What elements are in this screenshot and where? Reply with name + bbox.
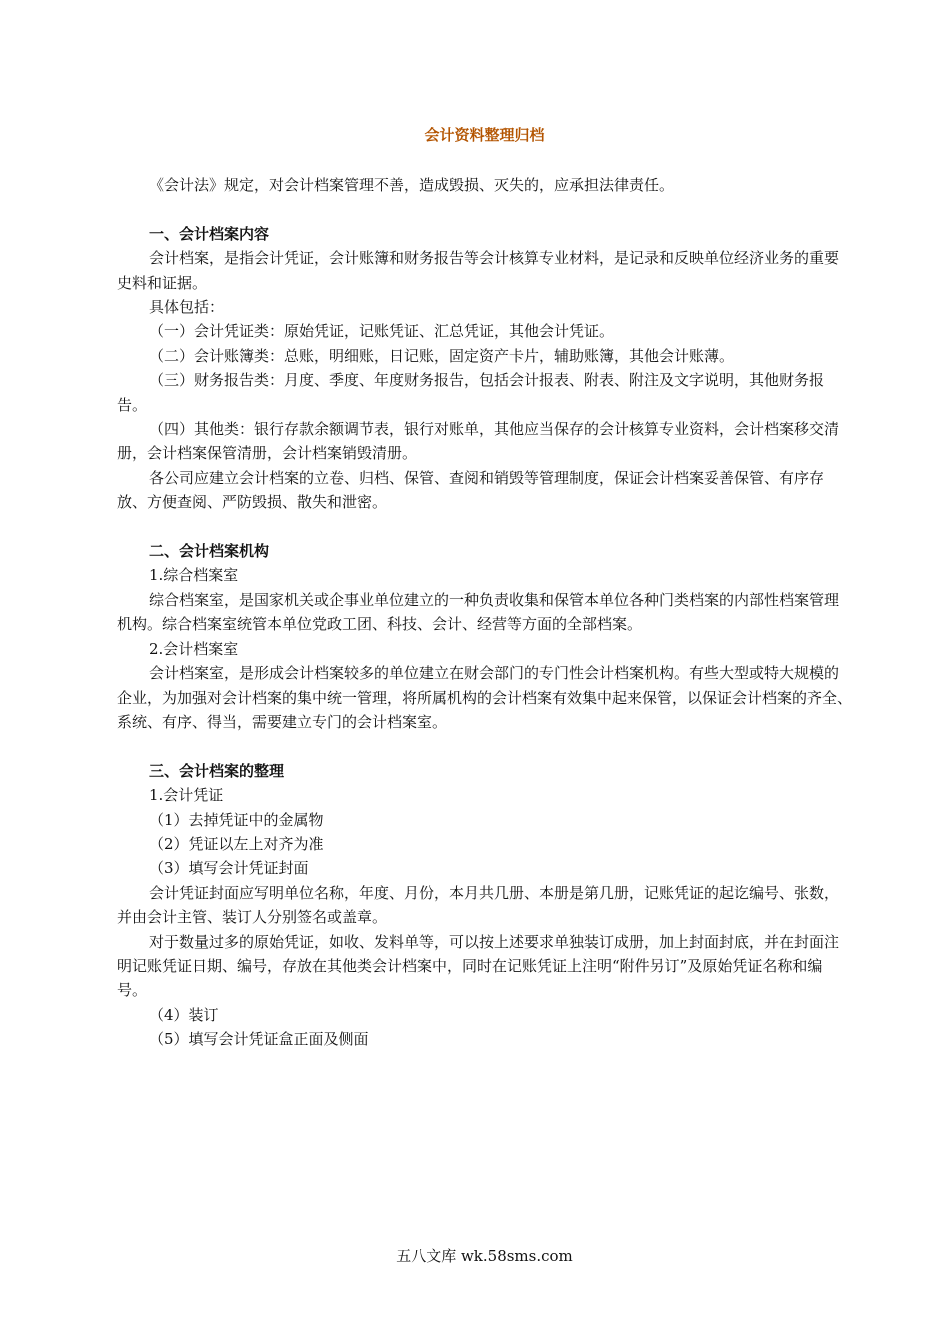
intro-paragraph: 《会计法》规定，对会计档案管理不善，造成毁损、灭失的，应承担法律责任。 [149,176,675,194]
section1-paragraph-1: 会计档案，是指会计凭证，会计账簿和财务报告等会计核算专业材料，是记录和反映单位经济业务的重要史料和证据。 [117,249,840,292]
section2-subheading-1: 1.综合档案室 [149,566,239,585]
section1-item-4: （四）其他类：银行存款余额调节表，银行对账单，其他应当保存的会计核算专业资料，会计档案移交清册，会计档案保管清册，会计档案销毁清册。 [117,420,840,463]
section2-subheading-2: 2.会计档案室 [149,639,239,658]
spacer [117,515,852,539]
section3-step-1: （1）去掉凭证中的金属物 [149,810,324,829]
section-heading-1: 一、会计档案内容 [149,224,270,243]
section3-step-4: （4）装订 [149,1005,219,1024]
section3-paragraph-2: 对于数量过多的原始凭证，如收、发料单等，可以按上述要求单独装订成册，加上封面封底，并在封面注明记账凭证日期、编号，存放在其他类会计档案中，同时在记账凭证上注明“附件另订”及原始凭证名称和编号。 [117,932,840,1000]
section-heading-3: 三、会计档案的整理 [149,761,285,780]
section1-item-1: （一）会计凭证类：原始凭证，记账凭证、汇总凭证，其他会计凭证。 [149,322,615,341]
section3-step-5: （5）填写会计凭证盒正面及侧面 [149,1030,369,1049]
section3-step-2: （2）凭证以左上对齐为准 [149,834,324,853]
section1-item-3: （三）财务报告类：月度、季度、年度财务报告，包括会计报表、附表、附注及文字说明，其他财务报告。 [117,371,825,414]
page-footer: 五八文库 wk.58sms.com [396,1247,573,1265]
document-title: 会计资料整理归档 [424,126,545,144]
section3-subheading-1: 1.会计凭证 [149,786,224,805]
section1-paragraph-2: 具体包括： [149,298,225,317]
section2-paragraph-2: 会计档案室，是形成会计档案较多的单位建立在财会部门的专门性会计档案机构。有些大型或特大规模的企业，为加强对会计档案的集中统一管理，将所属机构的会计档案有效集中起来保管，以保证会计档案的齐全、系统、有序、得当，需要建立专门的会计档案室。 [117,664,853,731]
document-body [117,173,852,1052]
document-page [117,0,852,1344]
section3-paragraph-1: 会计凭证封面应写明单位名称，年度、月份，本月共几册、本册是第几册，记账凭证的起讫编号、张数，并由会计主管、装订人分别签名或盖章。 [117,883,840,927]
spacer [117,197,852,221]
section3-step-3: （3）填写会计凭证封面 [149,859,309,878]
spacer [117,734,852,758]
section1-item-2: （二）会计账簿类：总账，明细账，日记账，固定资产卡片，辅助账簿，其他会计账薄。 [149,346,735,365]
section-heading-2: 二、会计档案机构 [149,542,270,561]
section2-paragraph-1: 综合档案室，是国家机关或企事业单位建立的一种负责收集和保管本单位各种门类档案的内部性档案管理机构。综合档案室统管本单位党政工团、科技、会计、经营等方面的全部档案。 [117,590,840,634]
section1-paragraph-3: 各公司应建立会计档案的立卷、归档、保管、查阅和销毁等管理制度，保证会计档案妥善保管、有序存放、方便查阅、严防毁损、散失和泄密。 [117,468,825,512]
